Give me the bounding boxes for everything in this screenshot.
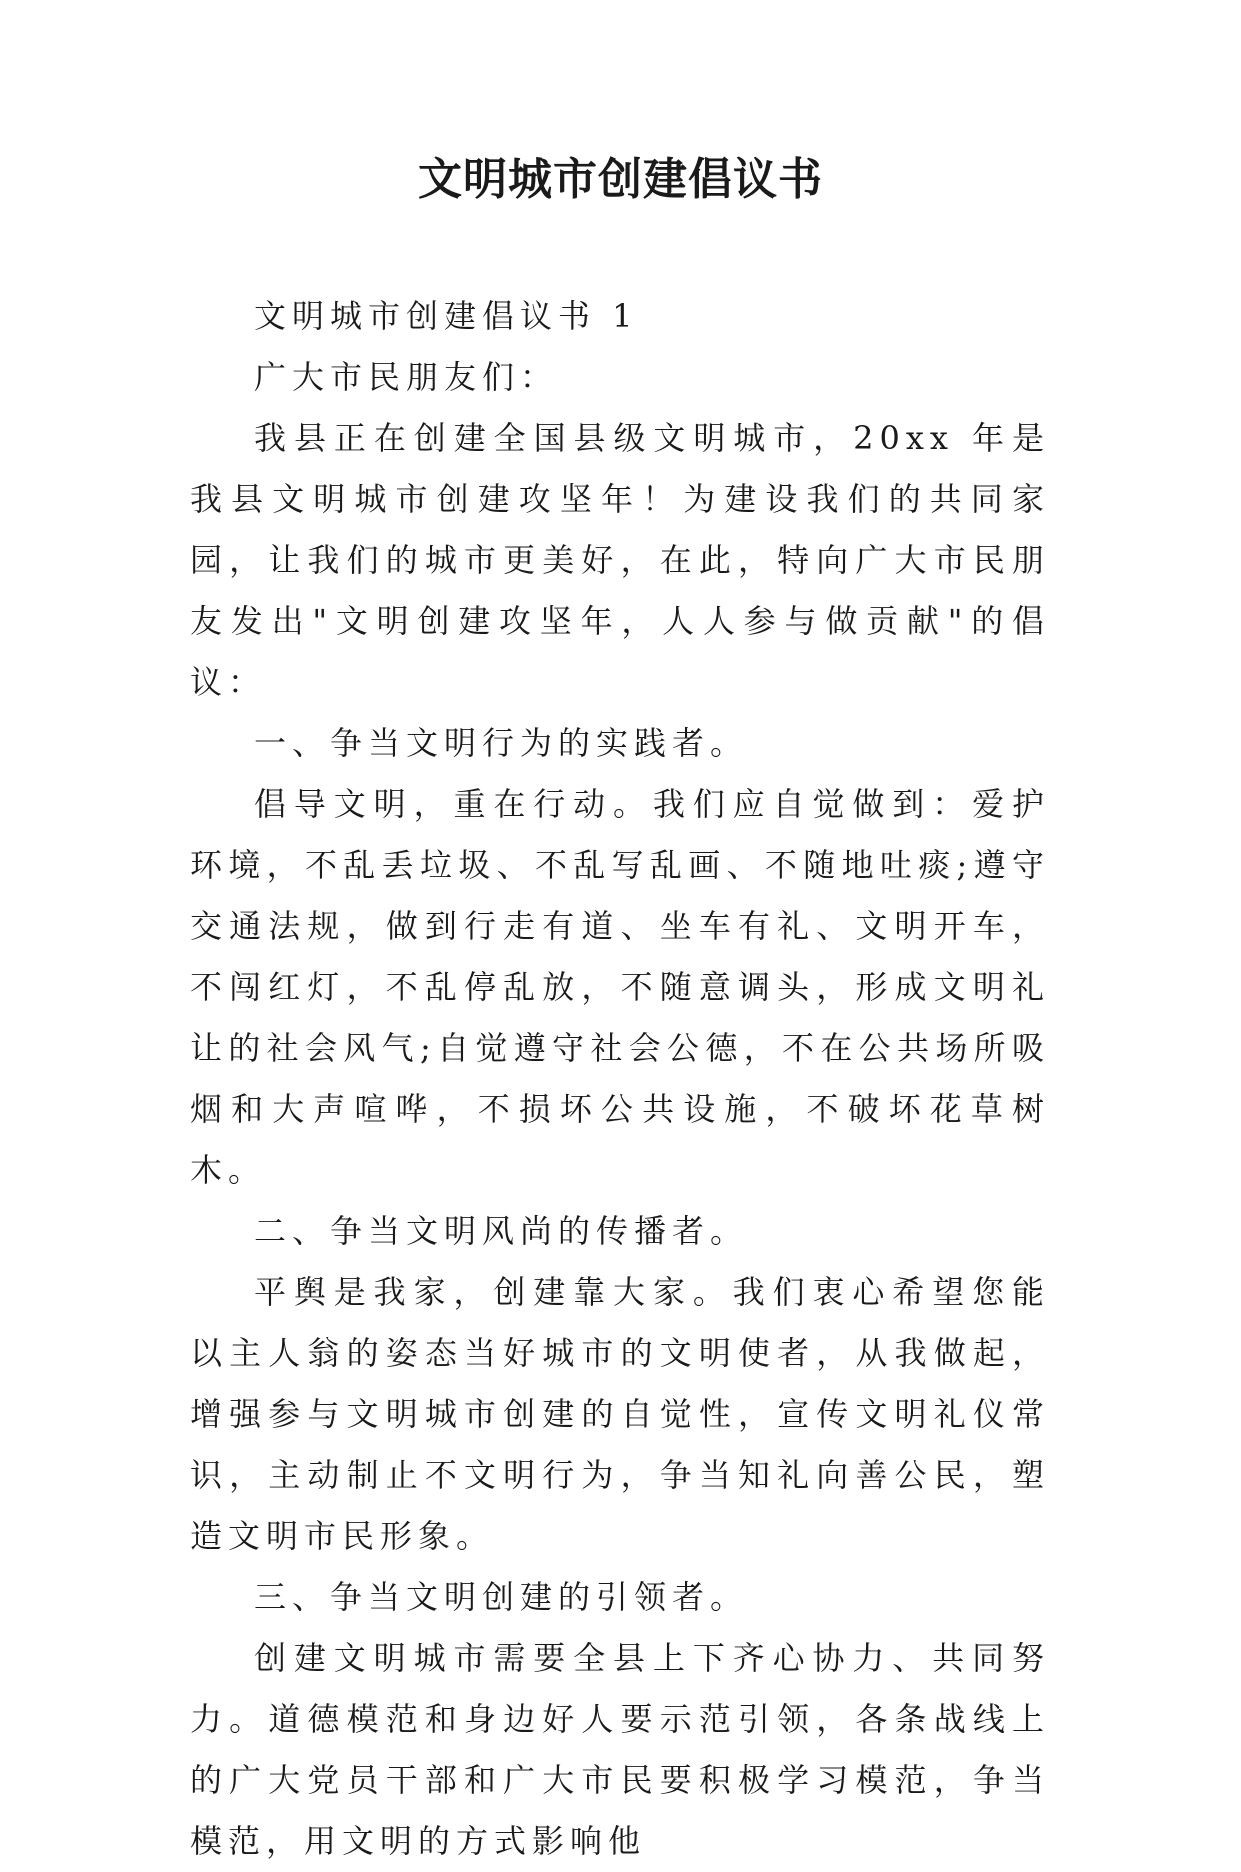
document-body <box>190 286 1050 1872</box>
paragraph-subtitle: 文明城市创建倡议书 1 <box>254 297 639 335</box>
paragraph-salutation: 广大市民朋友们： <box>254 358 559 396</box>
section-heading-1: 一、争当文明行为的实践者。 <box>254 724 749 762</box>
paragraph-section-2: 平舆是我家，创建靠大家。我们衷心希望您能以主人翁的姿态当好城市的文明使者，从我做起，增强参与文明城市创建的自觉性，宣传文明礼仪常识，主动制止不文明行为，争当知礼向善公民，塑造文明市民形象。 <box>190 1273 1050 1555</box>
document-title: 文明城市创建倡议书 <box>418 154 823 205</box>
section-heading-3: 三、争当文明创建的引领者。 <box>254 1578 749 1616</box>
section-heading-2: 二、争当文明风尚的传播者。 <box>254 1212 749 1250</box>
paragraph-section-1: 倡导文明，重在行动。我们应自觉做到：爱护环境，不乱丢垃圾、不乱写乱画、不随地吐痰;遵守交通法规，做到行走有道、坐车有礼、文明开车，不闯红灯，不乱停乱放，不随意调头，形成文明礼让的社会风气;自觉遵守社会公德，不在公共场所吸烟和大声喧哗，不损坏公共设施，不破坏花草树木。 <box>190 785 1050 1189</box>
paragraph-section-3: 创建文明城市需要全县上下齐心协力、共同努力。道德模范和身边好人要示范引领，各条战线上的广大党员干部和广大市民要积极学习模范，争当模范，用文明的方式影响他 <box>190 1639 1050 1860</box>
paragraph-intro: 我县正在创建全国县级文明城市，20xx 年是我县文明城市创建攻坚年！为建设我们的共同家园，让我们的城市更美好，在此，特向广大市民朋友发出"文明创建攻坚年，人人参与做贡献"的倡议： <box>190 419 1050 701</box>
